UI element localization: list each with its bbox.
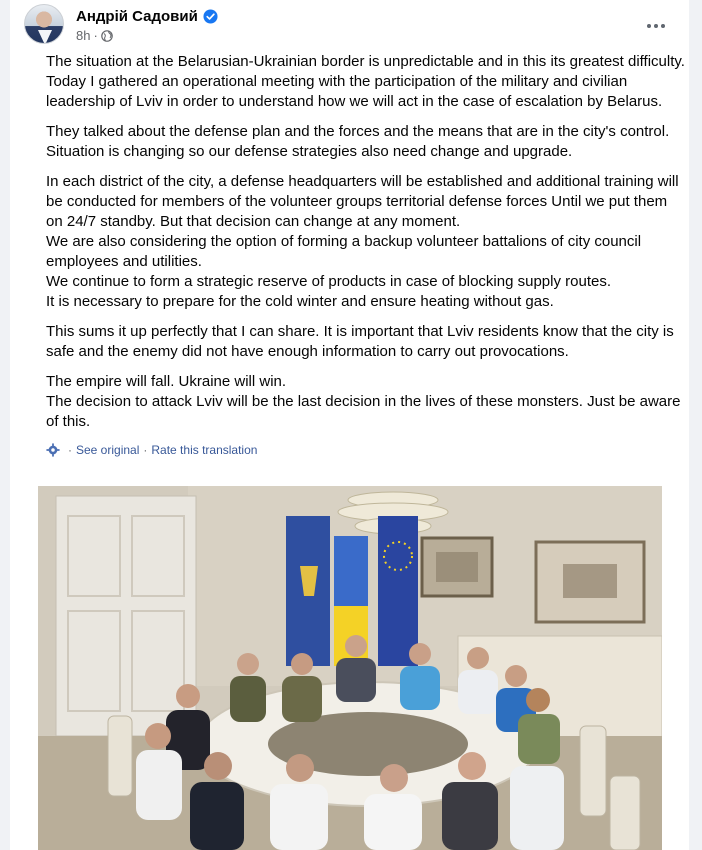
meeting-room-photo	[38, 486, 662, 850]
post-paragraph-2: They talked about the defense plan and the forces and the means that are in the city's control. Situation is changing so our defense strategies also need change and upgrade.	[46, 123, 670, 160]
rate-translation-link[interactable]: Rate this translation	[151, 443, 258, 457]
post-header	[24, 4, 674, 46]
post-time[interactable]: 8h	[76, 28, 91, 43]
post-photo[interactable]	[38, 486, 662, 850]
post-paragraph-3: In each district of the city, a defense headquarters will be established and additional training will be conducted for members of the volunteer groups territorial defense forces Until we put them on 24/7 standby. But that decision can change at any moment. We are also considering the option of forming a backup volunteer battalions of city council employees and utilities. We continue to form a strategic reserve of products in case of blocking supply routes. It is necessary to prepare for the cold winter and ensure heating without gas.	[46, 173, 679, 310]
translation-separator-1: ·	[68, 443, 72, 457]
more-options-icon	[647, 24, 651, 28]
author-name[interactable]: Андрій Садовий	[76, 7, 198, 25]
meta-separator: ·	[93, 28, 98, 43]
gear-icon	[46, 443, 60, 457]
post-paragraph-4: This sums it up perfectly that I can share. It is important that Lviv residents know that the city is safe and the enemy did not have enough information to carry out provocations.	[46, 323, 674, 360]
post-card	[10, 0, 689, 850]
author-avatar[interactable]	[24, 4, 64, 44]
post-paragraph-5: The empire will fall. Ukraine will win. The decision to attack Lviv will be the last decision in the lives of these monsters. Just be aware of this.	[46, 373, 681, 430]
globe-icon[interactable]	[101, 30, 113, 42]
post-meta	[76, 28, 113, 43]
post-body	[46, 52, 686, 460]
translation-separator-2: ·	[143, 443, 148, 457]
verified-badge-icon	[203, 9, 218, 24]
author-row	[76, 6, 218, 26]
see-original-link[interactable]: See original	[76, 443, 140, 457]
translation-row	[46, 440, 686, 460]
more-options-button[interactable]	[638, 8, 674, 44]
post-paragraph-1: The situation at the Belarusian-Ukrainian border is unpredictable and in this its greatest difficulty. Today I gathered an operational meeting with the participation of the military and civilian leadership of Lviv in order to understand how we will act in the case of escalation by Belarus.	[46, 53, 685, 110]
